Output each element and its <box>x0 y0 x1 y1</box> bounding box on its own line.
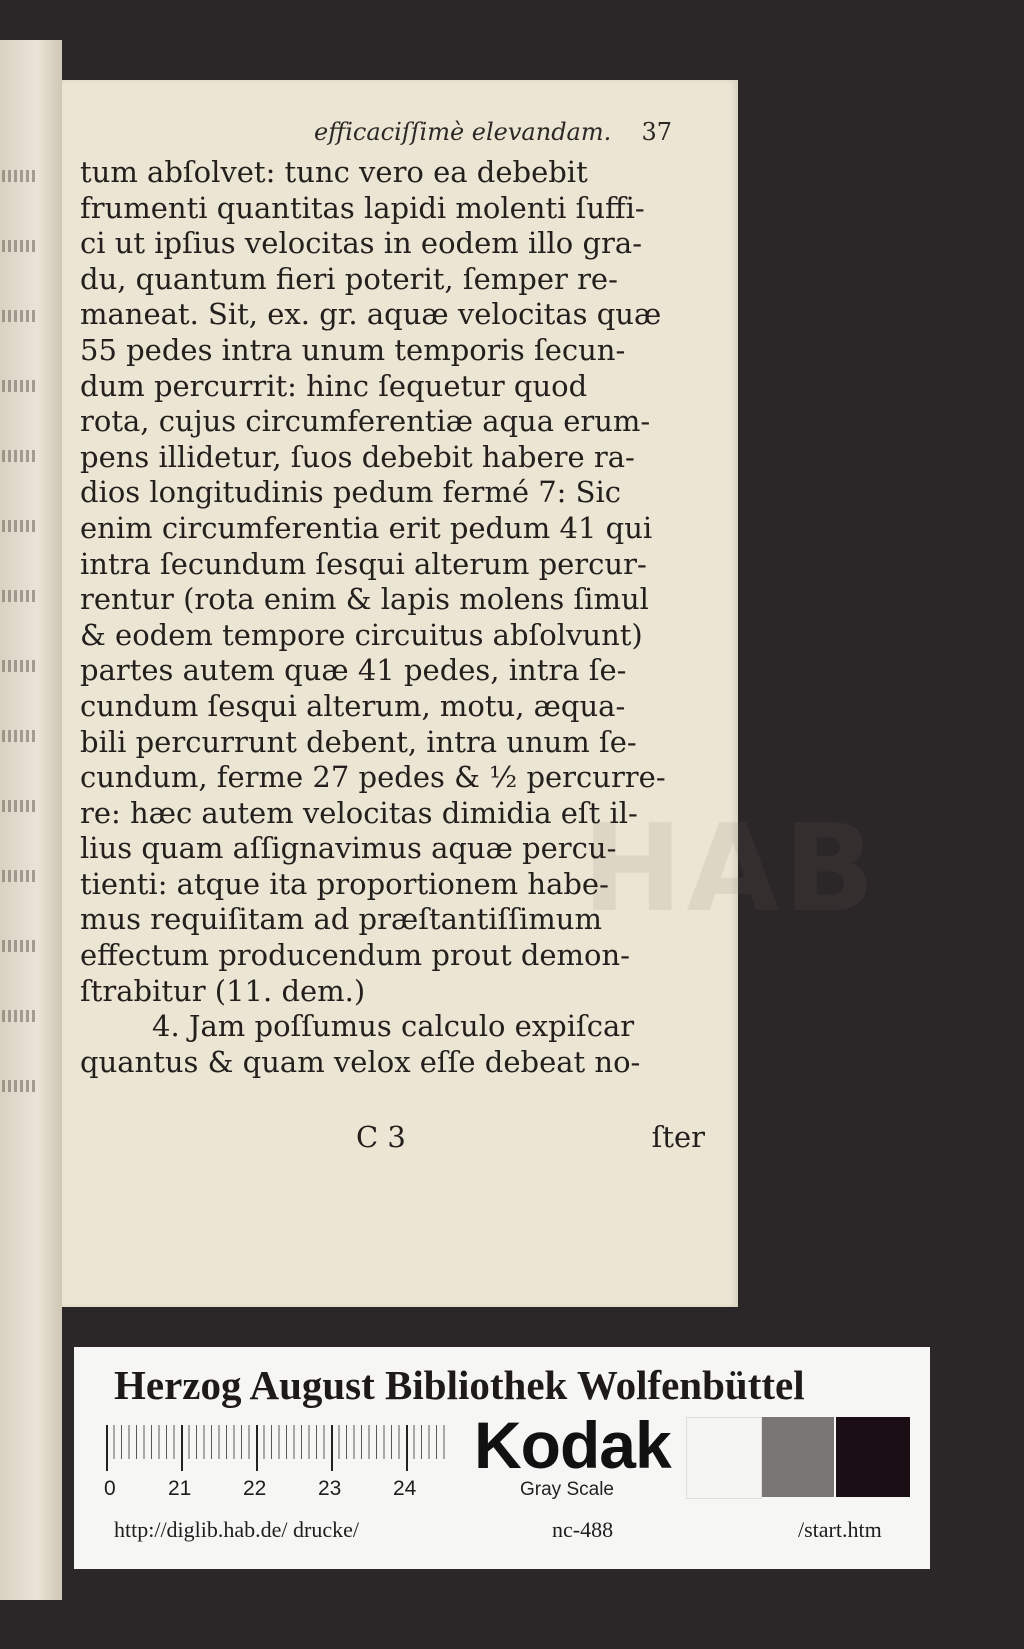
url-suffix: /start.htm <box>798 1517 882 1542</box>
text-line: rentur (rota enim & lapis molens ſimul <box>80 582 649 617</box>
text-line: dios longitudinis pedum fermé 7: Sic <box>80 475 622 510</box>
url-prefix: http://diglib.hab.de/ drucke/ <box>114 1517 360 1542</box>
text-line: enim circumferentia erit pedum 41 qui <box>80 510 653 545</box>
text-line: partes autem quæ 41 pedes, intra ſe- <box>80 653 627 688</box>
ruler-major-tick <box>331 1425 333 1471</box>
black-swatch <box>836 1417 910 1497</box>
text-line: maneat. Sit, ex. gr. aquæ velocitas quæ <box>80 297 662 332</box>
page-number: 37 <box>641 118 672 146</box>
text-line: effectum producendum prout demon- <box>80 938 630 973</box>
adjacent-text-fragment <box>2 590 36 602</box>
text-line: lius quam aſſignavimus aquæ percu- <box>80 831 617 866</box>
paragraph-line: quantus & quam velox eſſe debeat no- <box>80 1044 641 1079</box>
adjacent-text-fragment <box>2 240 36 252</box>
ruler-label: 23 <box>318 1477 342 1500</box>
ruler-label: 22 <box>243 1477 267 1500</box>
text-line: dum percurrit: hinc ſequetur quod <box>80 368 588 403</box>
book-page <box>62 80 879 1307</box>
text-line: mus requiſitam ad præſtantiſſimum <box>80 902 602 937</box>
text-line: intra ſecundum ſesqui alterum percur- <box>80 546 647 581</box>
watermark: HAB <box>582 800 879 939</box>
text-line: tum abſolvet: tunc vero ea debebit <box>80 155 588 189</box>
paragraph-line: 4. Jam poſſumus calculo expiſcar <box>152 1009 635 1044</box>
signature-mark: C 3 <box>356 1120 406 1154</box>
ruler-ticks <box>106 1425 451 1459</box>
catchword: ſter <box>651 1120 705 1154</box>
adjacent-text-fragment <box>2 1010 36 1022</box>
text-line: pens illidetur, ſuos debebit habere ra- <box>80 439 635 474</box>
ruler-major-tick <box>256 1425 258 1471</box>
adjacent-text-fragment <box>2 800 36 812</box>
white-swatch <box>686 1417 762 1499</box>
adjacent-text-fragment <box>2 450 36 462</box>
signature-line <box>80 1120 705 1156</box>
text-line: cundum ſesqui alterum, motu, æqua- <box>80 688 626 723</box>
adjacent-text-fragment <box>2 660 36 672</box>
body-text <box>80 155 705 1080</box>
calibration-card <box>74 1347 930 1569</box>
text-line: tienti: atque ita proportionem habe- <box>80 866 609 901</box>
gray-swatch <box>762 1417 834 1497</box>
gray-scale-label: Gray Scale <box>520 1479 614 1500</box>
ruler-label: 0 <box>104 1477 116 1500</box>
adjacent-text-fragment <box>2 310 36 322</box>
text-line: frumenti quantitas lapidi molenti ſuffi- <box>80 190 645 225</box>
adjacent-text-fragment <box>2 380 36 392</box>
ruler-major-tick <box>106 1425 108 1471</box>
adjacent-text-fragment <box>2 870 36 882</box>
text-line: rota, cujus circumferentiæ aqua erum- <box>80 404 651 439</box>
text-line: bili percurrunt debent, intra unum ſe- <box>80 724 637 759</box>
running-title: efficaciſſimè elevandam. <box>314 118 612 146</box>
text-line: ſtrabitur (11. dem.) <box>80 973 366 1008</box>
adjacent-page-strip <box>0 40 62 1600</box>
text-line: & eodem tempore circuitus abſolvunt) <box>80 617 643 652</box>
ruler-major-tick <box>181 1425 183 1471</box>
kodak-logo: Kodak <box>474 1408 671 1482</box>
adjacent-text-fragment <box>2 520 36 532</box>
ruler-label: 24 <box>393 1477 417 1500</box>
adjacent-text-fragment <box>2 940 36 952</box>
adjacent-text-fragment <box>2 1080 36 1092</box>
running-head <box>252 118 672 148</box>
library-name: Herzog August Bibliothek Wolfenbüttel <box>114 1362 805 1408</box>
adjacent-text-fragment <box>2 170 36 182</box>
text-line: du, quantum fieri poterit, ſemper re- <box>80 261 618 296</box>
text-line: re: hæc autem velocitas dimidia eſt il- <box>80 795 638 830</box>
text-line: ci ut ipſius velocitas in eodem illo gra- <box>80 226 643 261</box>
ruler-major-tick <box>406 1425 408 1471</box>
shelfmark: nc-488 <box>552 1517 614 1542</box>
text-line: 55 pedes intra unum temporis ſecun- <box>80 332 626 367</box>
text-line: cundum, ferme 27 pedes & ½ percurre- <box>80 760 666 795</box>
measurement-ruler <box>104 1425 451 1500</box>
ruler-label: 21 <box>168 1477 192 1500</box>
adjacent-text-fragment <box>2 730 36 742</box>
